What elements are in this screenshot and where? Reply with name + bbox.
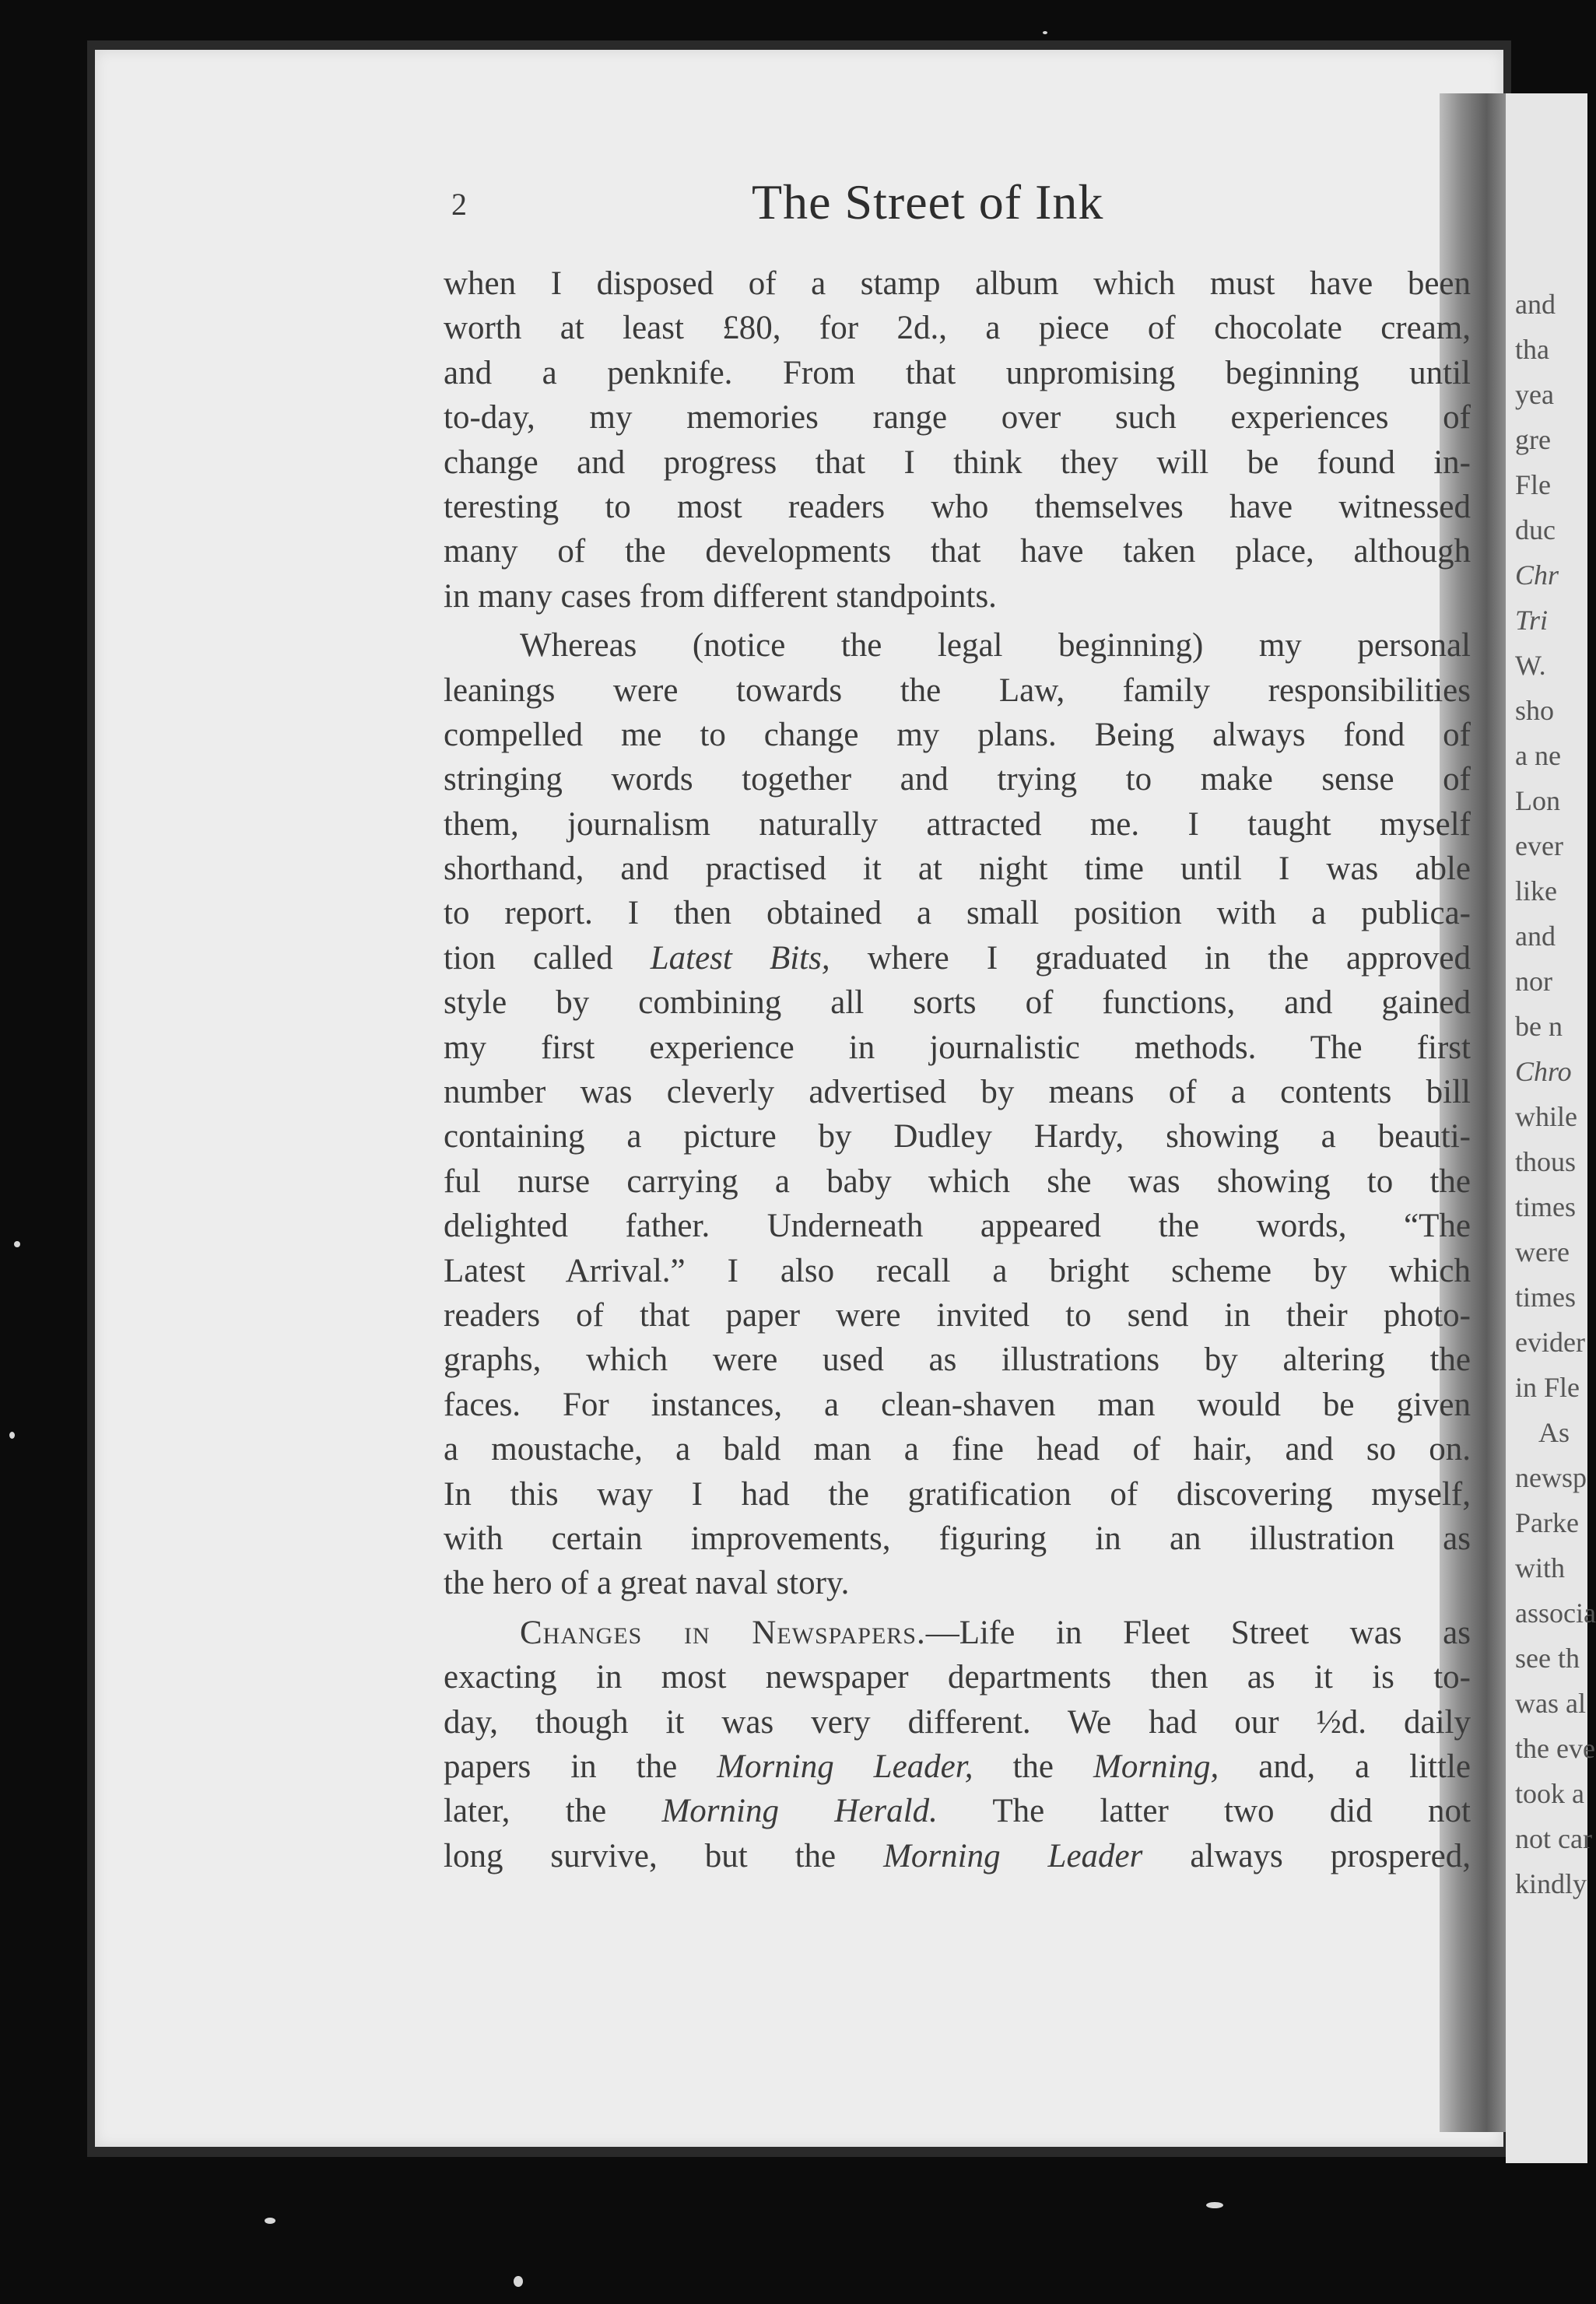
newspaper-title: Morning,	[1093, 1748, 1219, 1785]
facing-line: Fle	[1515, 469, 1552, 500]
facing-line: a ne	[1515, 740, 1561, 771]
facing-line: took a	[1515, 1778, 1584, 1809]
text-line: Whereas (notice the legal beginning) my personal	[520, 627, 1471, 665]
facing-line: not car	[1515, 1823, 1592, 1854]
facing-line: evider	[1515, 1327, 1585, 1358]
text-line: exacting in most newspaper departments then as it is to-	[444, 1659, 1471, 1696]
text-line: number was cleverly advertised by means of a contents bill	[444, 1074, 1471, 1111]
text-run: The latter two did not	[937, 1793, 1471, 1830]
facing-line: ever	[1515, 830, 1563, 861]
text-run: long survive, but the	[444, 1837, 884, 1874]
publication-title: Latest Bits,	[650, 939, 830, 977]
facing-line: times	[1515, 1282, 1576, 1313]
text-line: to-day, my memories range over such experiences of	[444, 399, 1471, 437]
text-run: where I graduated in the approved	[830, 939, 1471, 977]
text-line: Latest Arrival.” I also recall a bright scheme by which	[444, 1252, 1471, 1289]
text-line	[444, 1745, 1471, 1789]
text-line: the hero of a great naval story.	[444, 1565, 850, 1602]
facing-line: associa	[1515, 1597, 1596, 1629]
facing-line: like	[1515, 875, 1557, 907]
text-line: stringing words together and trying to make sense of	[444, 761, 1471, 798]
text-line	[444, 1611, 1471, 1655]
facing-line: gre	[1515, 424, 1551, 455]
scan-speck	[514, 2276, 523, 2287]
section-heading: Changes in Newspapers.	[520, 1614, 926, 1651]
text-line: delighted father. Underneath appeared the words, “The	[444, 1208, 1471, 1245]
text-run: tion called	[444, 939, 651, 977]
facing-line: thous	[1515, 1146, 1577, 1177]
scan-speck	[14, 1241, 20, 1247]
facing-line: nor	[1515, 966, 1552, 997]
scan-speck	[1206, 2202, 1223, 2208]
facing-line: and	[1515, 921, 1556, 952]
facing-line: see th	[1515, 1643, 1580, 1674]
running-head	[451, 174, 1502, 236]
facing-line: yea	[1515, 379, 1554, 410]
facing-line: was al	[1515, 1688, 1586, 1719]
text-line: many of the developments that have taken place, although	[444, 533, 1471, 570]
text-line: faces. For instances, a clean-shaven man would be given	[444, 1386, 1471, 1423]
facing-line: Tri	[1515, 605, 1549, 636]
facing-line: W.	[1515, 650, 1546, 681]
text-line: In this way I had the gratification of discovering myself,	[444, 1475, 1471, 1513]
facing-line: while	[1515, 1101, 1577, 1132]
text-line	[444, 1834, 1471, 1878]
text-run: —Life in Fleet Street was as	[925, 1614, 1471, 1651]
text-line: day, though it was very different. We had our ½d. daily	[444, 1703, 1471, 1741]
scan-speck	[1043, 31, 1047, 34]
text-line: with certain improvements, figuring in an illustration as	[444, 1520, 1471, 1557]
text-line: my first experience in journalistic methods. The first	[444, 1029, 1471, 1066]
facing-line: Lon	[1515, 785, 1560, 816]
text-line: in many cases from different standpoints.	[444, 577, 997, 615]
newspaper-title: Morning Leader	[883, 1837, 1143, 1874]
text-line: worth at least £80, for 2d., a piece of chocolate cream,	[444, 310, 1471, 347]
text-line: ful nurse carrying a baby which she was showing to the	[444, 1163, 1471, 1200]
facing-line: in Fle	[1515, 1372, 1580, 1403]
facing-line: the eve	[1515, 1733, 1595, 1764]
text-line: to report. I then obtained a small position with a publica-	[444, 895, 1471, 932]
text-line: graphs, which were used as illustrations by altering the	[444, 1341, 1471, 1379]
text-line: readers of that paper were invited to send in their photo-	[444, 1296, 1471, 1334]
text-line	[444, 936, 1471, 980]
facing-line: were	[1515, 1236, 1570, 1268]
facing-line: Chro	[1515, 1056, 1572, 1087]
facing-page-edge	[1506, 93, 1596, 2163]
facing-line: and	[1515, 289, 1556, 320]
page-title: The Street of Ink	[752, 174, 1104, 230]
text-run: later, the	[444, 1793, 662, 1830]
facing-line: sho	[1515, 695, 1555, 726]
text-line: them, journalism naturally attracted me. I taught myself	[444, 805, 1471, 843]
text-line: style by combining all sorts of functions, and gained	[444, 984, 1471, 1022]
facing-line: Parke	[1515, 1507, 1579, 1538]
text-line: and a penknife. From that unpromising beginning until	[444, 354, 1471, 391]
text-line: when I disposed of a stamp album which must have been	[444, 265, 1471, 302]
text-line: shorthand, and practised it at night time until I was able	[444, 850, 1471, 888]
facing-line: As	[1538, 1417, 1570, 1448]
text-run: the	[973, 1748, 1094, 1785]
page-number: 2	[451, 187, 467, 222]
text-line: a moustache, a bald man a fine head of hair, and so on.	[444, 1431, 1471, 1468]
text-line: teresting to most readers who themselves have witnessed	[444, 488, 1471, 525]
text-line: change and progress that I think they will be found in-	[444, 444, 1471, 481]
text-line	[444, 1789, 1471, 1833]
scan-speck	[9, 1432, 15, 1439]
text-run: always prospered,	[1142, 1837, 1471, 1874]
facing-line: kindly	[1515, 1868, 1587, 1899]
text-run: papers in the	[444, 1748, 717, 1785]
newspaper-title: Morning Herald.	[661, 1793, 938, 1830]
facing-line: Chr	[1515, 559, 1559, 591]
text-line: containing a picture by Dudley Hardy, showing a beauti-	[444, 1118, 1471, 1156]
facing-line: times	[1515, 1191, 1576, 1222]
text-line: leanings were towards the Law, family responsibilities	[444, 672, 1471, 709]
text-run: and, a little	[1219, 1748, 1471, 1785]
facing-line: with	[1515, 1552, 1566, 1583]
scan-speck	[265, 2218, 275, 2224]
body-text	[444, 261, 1471, 1878]
text-line: compelled me to change my plans. Being always fond of	[444, 716, 1471, 753]
facing-line: newsp	[1515, 1462, 1587, 1493]
newspaper-title: Morning Leader,	[717, 1748, 973, 1785]
facing-line: be n	[1515, 1011, 1563, 1042]
facing-line: duc	[1515, 514, 1556, 545]
facing-line: tha	[1515, 334, 1549, 365]
